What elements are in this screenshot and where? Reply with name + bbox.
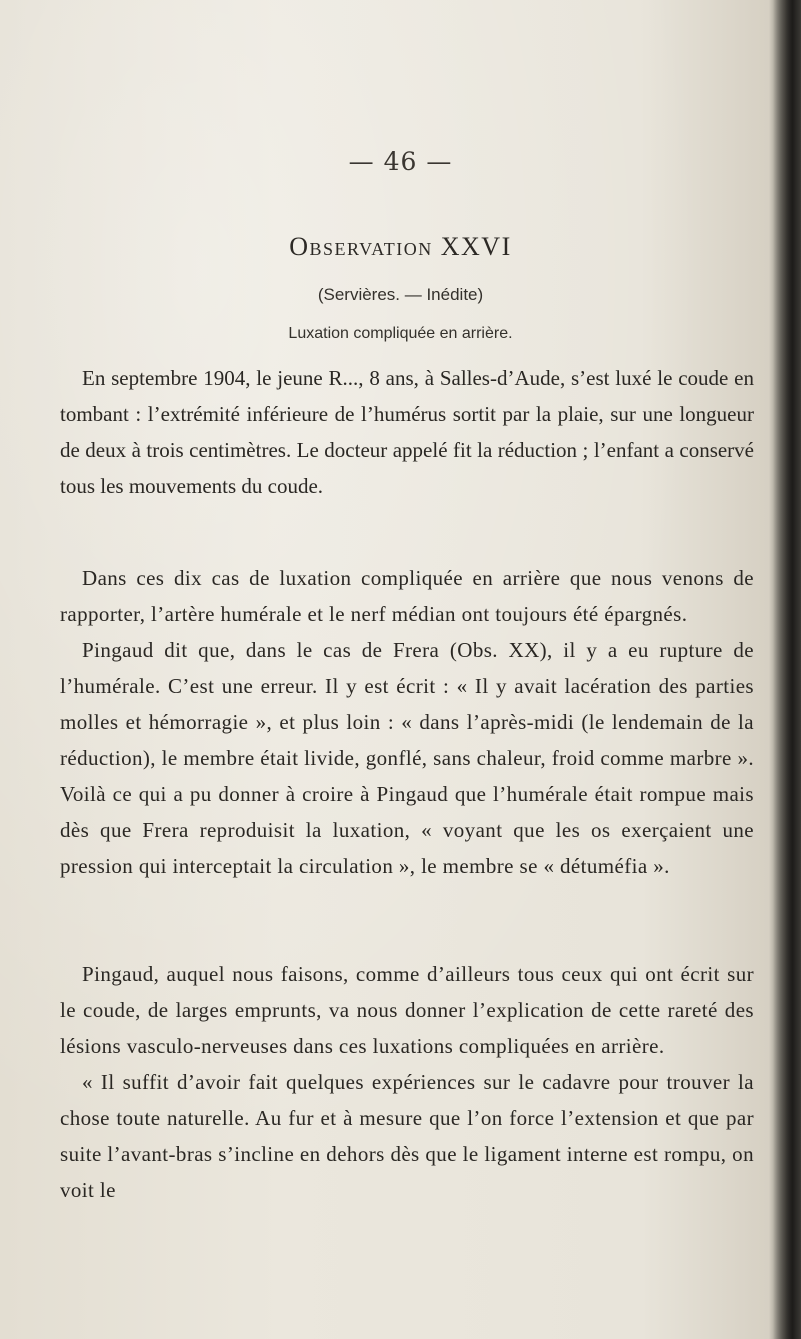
observation-subtitle: Luxation compliquée en arrière. (288, 325, 513, 342)
paragraph-pingaud-explanation: Pingaud, auquel nous faisons, comme d’ailleurs tous ceux qui ont écrit sur le coude, de larges emprunts, va nous donner l’explication de cette rareté des lésions vasculo-nerveuses dans ces luxations compliquées en arrière. (60, 962, 754, 1058)
paragraph-pingaud-frera: Pingaud dit que, dans le cas de Frera (Obs. XX), il y a eu rupture de l’humérale. C’est une erreur. Il y est écrit : « Il y avait lacération des parties molles et hémorragie », et plus loin : « dans l’après-midi (le lendemain de la réduction), le membre était livide, gonflé, sans chaleur, froid comme marbre ». Voilà ce qui a pu donner à croire à Pingaud que l’humérale était rompue mais dès que Frera reproduisit la luxation, « voyant que les os exerçaient une pression qui interceptait la circulation », le membre se « détuméfia ». (60, 638, 754, 878)
observation-source: (Servières. — Inédite) (317, 285, 484, 304)
page-number: — 46 — (348, 147, 453, 176)
paragraph-summary: Dans ces dix cas de luxation compliquée en arrière que nous venons de rapporter, l’artère humérale et le nerf médian ont toujours été épargnés. (60, 566, 754, 626)
observation-heading: Observation XXVI (289, 232, 512, 261)
page-binding-shadow (773, 0, 801, 1339)
paragraph-quotation: « Il suffit d’avoir fait quelques expériences sur le cadavre pour trouver la chose toute naturelle. Au fur et à mesure que l’on force l’extension et que par suite l’avant-bras s’incline en dehors dès que le ligament interne est rompu, on voit le (60, 1070, 754, 1202)
paragraph-case-report: En septembre 1904, le jeune R..., 8 ans, à Salles-d’Aude, s’est luxé le coude en tombant : l’extrémité inférieure de l’humérus sortit par la plaie, sur une longueur de deux à trois centimètres. Le docteur appelé fit la réduction ; l’enfant a conservé tous les mouvements du coude. (60, 366, 754, 498)
